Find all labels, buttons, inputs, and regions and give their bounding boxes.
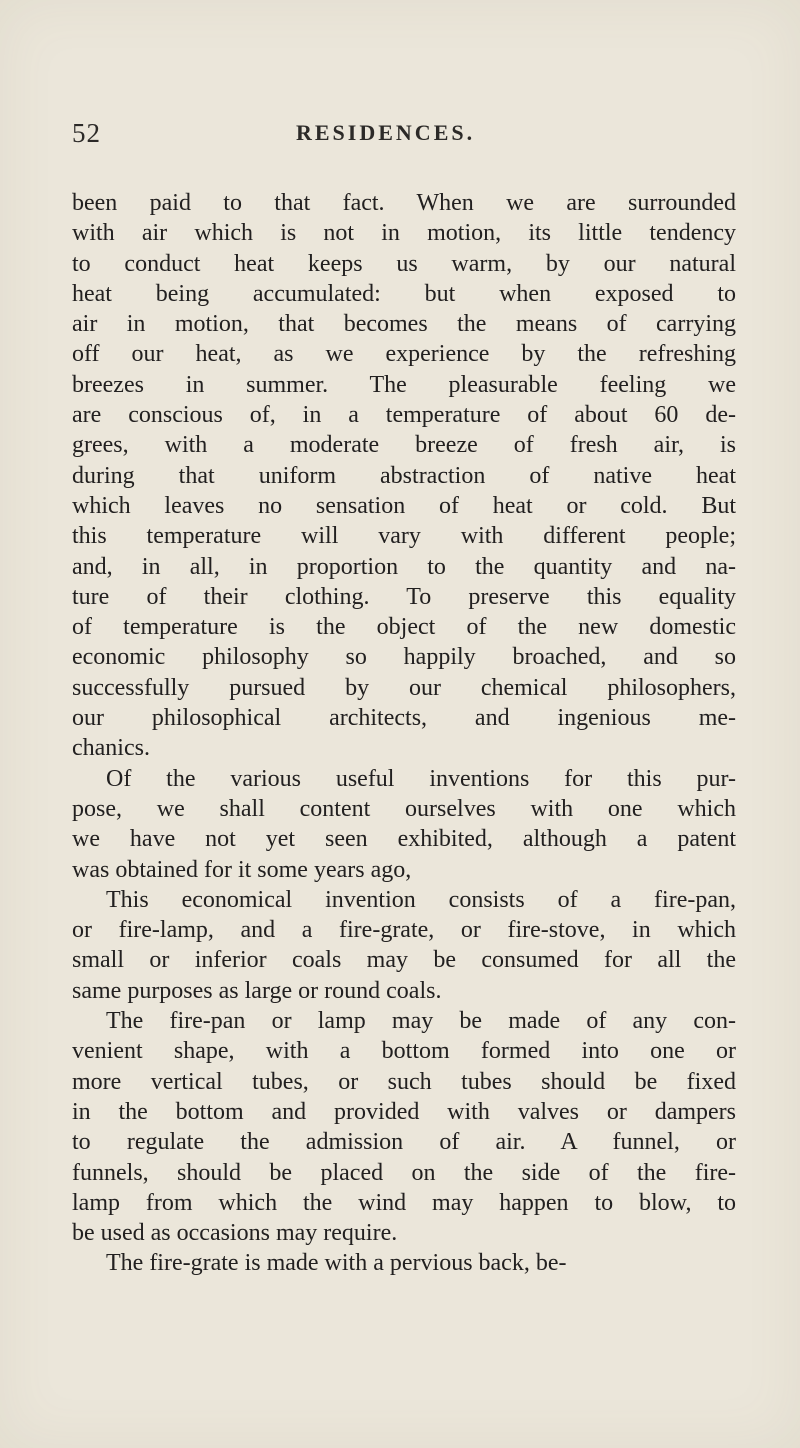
text-line: The fire-grate is made with a pervious back, be-: [106, 1250, 567, 1277]
text-line: successfully pursued by our chemical philosophers,: [72, 674, 736, 701]
text-line: This economical invention consists of a fire-pan,: [106, 886, 736, 913]
text-line: lamp from which the wind may happen to blow, to: [72, 1189, 736, 1216]
text-line: are conscious of, in a temperature of about 60 de-: [72, 402, 736, 429]
text-line: The fire-pan or lamp may be made of any con-: [106, 1008, 736, 1035]
text-line: same purposes as large or round coals.: [72, 977, 442, 1004]
text-line: with air which is not in motion, its little tendency: [72, 220, 736, 247]
page-number: 52: [72, 118, 101, 148]
text-line: be used as occasions may require.: [72, 1220, 398, 1247]
text-line: during that uniform abstraction of native heat: [72, 462, 736, 489]
text-line: to conduct heat keeps us warm, by our natural: [72, 250, 736, 277]
text-line: off our heat, as we experience by the refreshing: [72, 341, 736, 368]
text-line: ture of their clothing. To preserve this equality: [72, 583, 736, 610]
text-line: economic philosophy so happily broached, and so: [72, 644, 736, 671]
text-line: grees, with a moderate breeze of fresh air, is: [72, 432, 736, 459]
text-line: this temperature will vary with different people;: [72, 523, 736, 550]
text-line: small or inferior coals may be consumed for all the: [72, 947, 736, 974]
text-line: venient shape, with a bottom formed into one or: [72, 1038, 736, 1065]
text-line: been paid to that fact. When we are surrounded: [72, 190, 736, 216]
text-line: our philosophical architects, and ingenious me-: [72, 705, 736, 732]
body-text: [72, 188, 736, 1279]
text-line: we have not yet seen exhibited, although a patent: [72, 826, 736, 853]
text-line: or fire-lamp, and a fire-grate, or fire-stove, in which: [72, 917, 736, 944]
text-line: funnels, should be placed on the side of the fire-: [72, 1159, 736, 1186]
text-line: of temperature is the object of the new domestic: [72, 614, 736, 641]
text-line: air in motion, that becomes the means of carrying: [72, 311, 736, 338]
text-line: to regulate the admission of air. A funnel, or: [72, 1129, 736, 1156]
text-line: which leaves no sensation of heat or cold. But: [72, 492, 736, 519]
text-line: in the bottom and provided with valves or dampers: [72, 1098, 736, 1125]
text-line: breezes in summer. The pleasurable feeling we: [72, 371, 736, 398]
text-line: Of the various useful inventions for this pur-: [106, 765, 736, 792]
text-line: and, in all, in proportion to the quantity and na-: [72, 553, 736, 580]
text-line: more vertical tubes, or such tubes should be fixed: [72, 1068, 736, 1095]
text-line: pose, we shall content ourselves with one which: [72, 795, 736, 822]
text-line: was obtained for it some years ago,: [72, 856, 412, 883]
text-line: chanics.: [72, 735, 150, 762]
text-line: heat being accumulated: but when exposed to: [72, 280, 736, 307]
running-title: RESIDENCES.: [296, 120, 476, 145]
page-header: [60, 118, 740, 158]
